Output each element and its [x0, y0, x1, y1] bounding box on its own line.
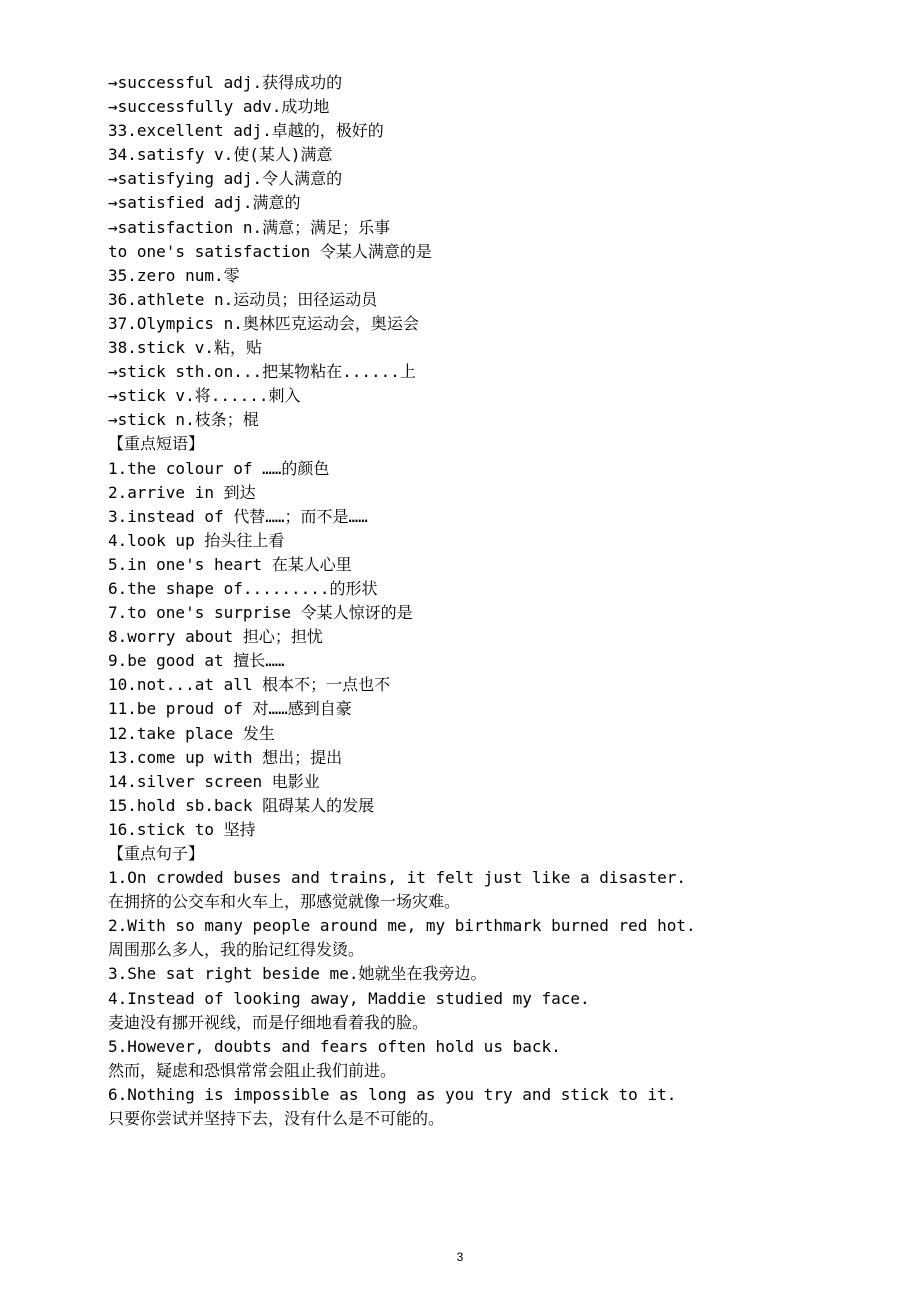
text-line: 16.stick to 坚持	[108, 819, 256, 839]
text-line: 1.On crowded buses and trains, it felt just like a disaster.	[108, 868, 686, 888]
text-line: 37.Olympics n.奥林匹克运动会，奥运会	[108, 313, 419, 333]
text-line: →satisfying adj.令人满意的	[108, 169, 343, 189]
text-line: 36.athlete n.运动员；田径运动员	[108, 289, 378, 309]
text-line: 11.be proud of 对……感到自豪	[108, 699, 352, 719]
text-line: 【重点句子】	[108, 844, 205, 863]
text-line: →successful adj.获得成功的	[108, 73, 343, 92]
text-line: →stick n.枝条；棍	[108, 410, 259, 430]
text-line: →successfully adv.成功地	[108, 97, 330, 117]
text-line: 4.Instead of looking away, Maddie studied my face.	[108, 988, 590, 1008]
text-line: →satisfaction n.满意；满足；乐事	[108, 217, 391, 237]
text-line: 15.hold sb.back 阻碍某人的发展	[108, 795, 375, 815]
text-line: 麦迪没有挪开视线，而是仔细地看着我的脸。	[108, 1012, 429, 1032]
text-line: 13.come up with 想出；提出	[108, 747, 343, 767]
text-line: 12.take place 发生	[108, 723, 275, 743]
text-line: 【重点短语】	[108, 434, 205, 454]
text-line: 在拥挤的公交车和火车上，那感觉就像一场灾难。	[108, 892, 461, 912]
text-line: →stick v.将......刺入	[108, 386, 301, 406]
text-line: 2.arrive in 到达	[108, 482, 256, 502]
text-line: 1.the colour of ……的颜色	[108, 458, 330, 478]
text-line: 然而，疑虑和恐惧常常会阻止我们前进。	[108, 1060, 397, 1080]
text-line: 35.zero num.零	[108, 265, 240, 285]
text-line: 5.in one's heart 在某人心里	[108, 554, 352, 574]
text-line: 3.instead of 代替……；而不是……	[108, 506, 368, 526]
document-page	[108, 71, 808, 1131]
text-line: 10.not...at all 根本不；一点也不	[108, 675, 391, 695]
text-line: 5.However, doubts and fears often hold us back.	[108, 1036, 561, 1056]
text-line: 8.worry about 担心；担忧	[108, 627, 323, 647]
text-line: 6.the shape of.........的形状	[108, 578, 378, 598]
text-line: 3.She sat right beside me.她就坐在我旁边。	[108, 964, 487, 984]
text-line: 7.to one's surprise 令某人惊讶的是	[108, 603, 413, 623]
text-line: 只要你尝试并坚持下去，没有什么是不可能的。	[108, 1109, 445, 1129]
text-line: 38.stick v.粘，贴	[108, 338, 262, 358]
text-line: 14.silver screen 电影业	[108, 771, 320, 791]
text-line: 2.With so many people around me, my birthmark burned red hot.	[108, 916, 696, 936]
text-line: 周围那么多人，我的胎记红得发烫。	[108, 940, 365, 960]
text-line: 6.Nothing is impossible as long as you try and stick to it.	[108, 1084, 677, 1104]
text-line: 33.excellent adj.卓越的，极好的	[108, 121, 384, 141]
text-line: to one's satisfaction 令某人满意的是	[108, 241, 432, 261]
text-line: →satisfied adj.满意的	[108, 193, 301, 213]
text-line: 9.be good at 擅长……	[108, 651, 285, 671]
page-number: 3	[456, 1250, 464, 1264]
text-line: 4.look up 抬头往上看	[108, 530, 285, 550]
text-line: 34.satisfy v.使(某人)满意	[108, 145, 333, 165]
text-line: →stick sth.on...把某物粘在......上	[108, 362, 416, 382]
